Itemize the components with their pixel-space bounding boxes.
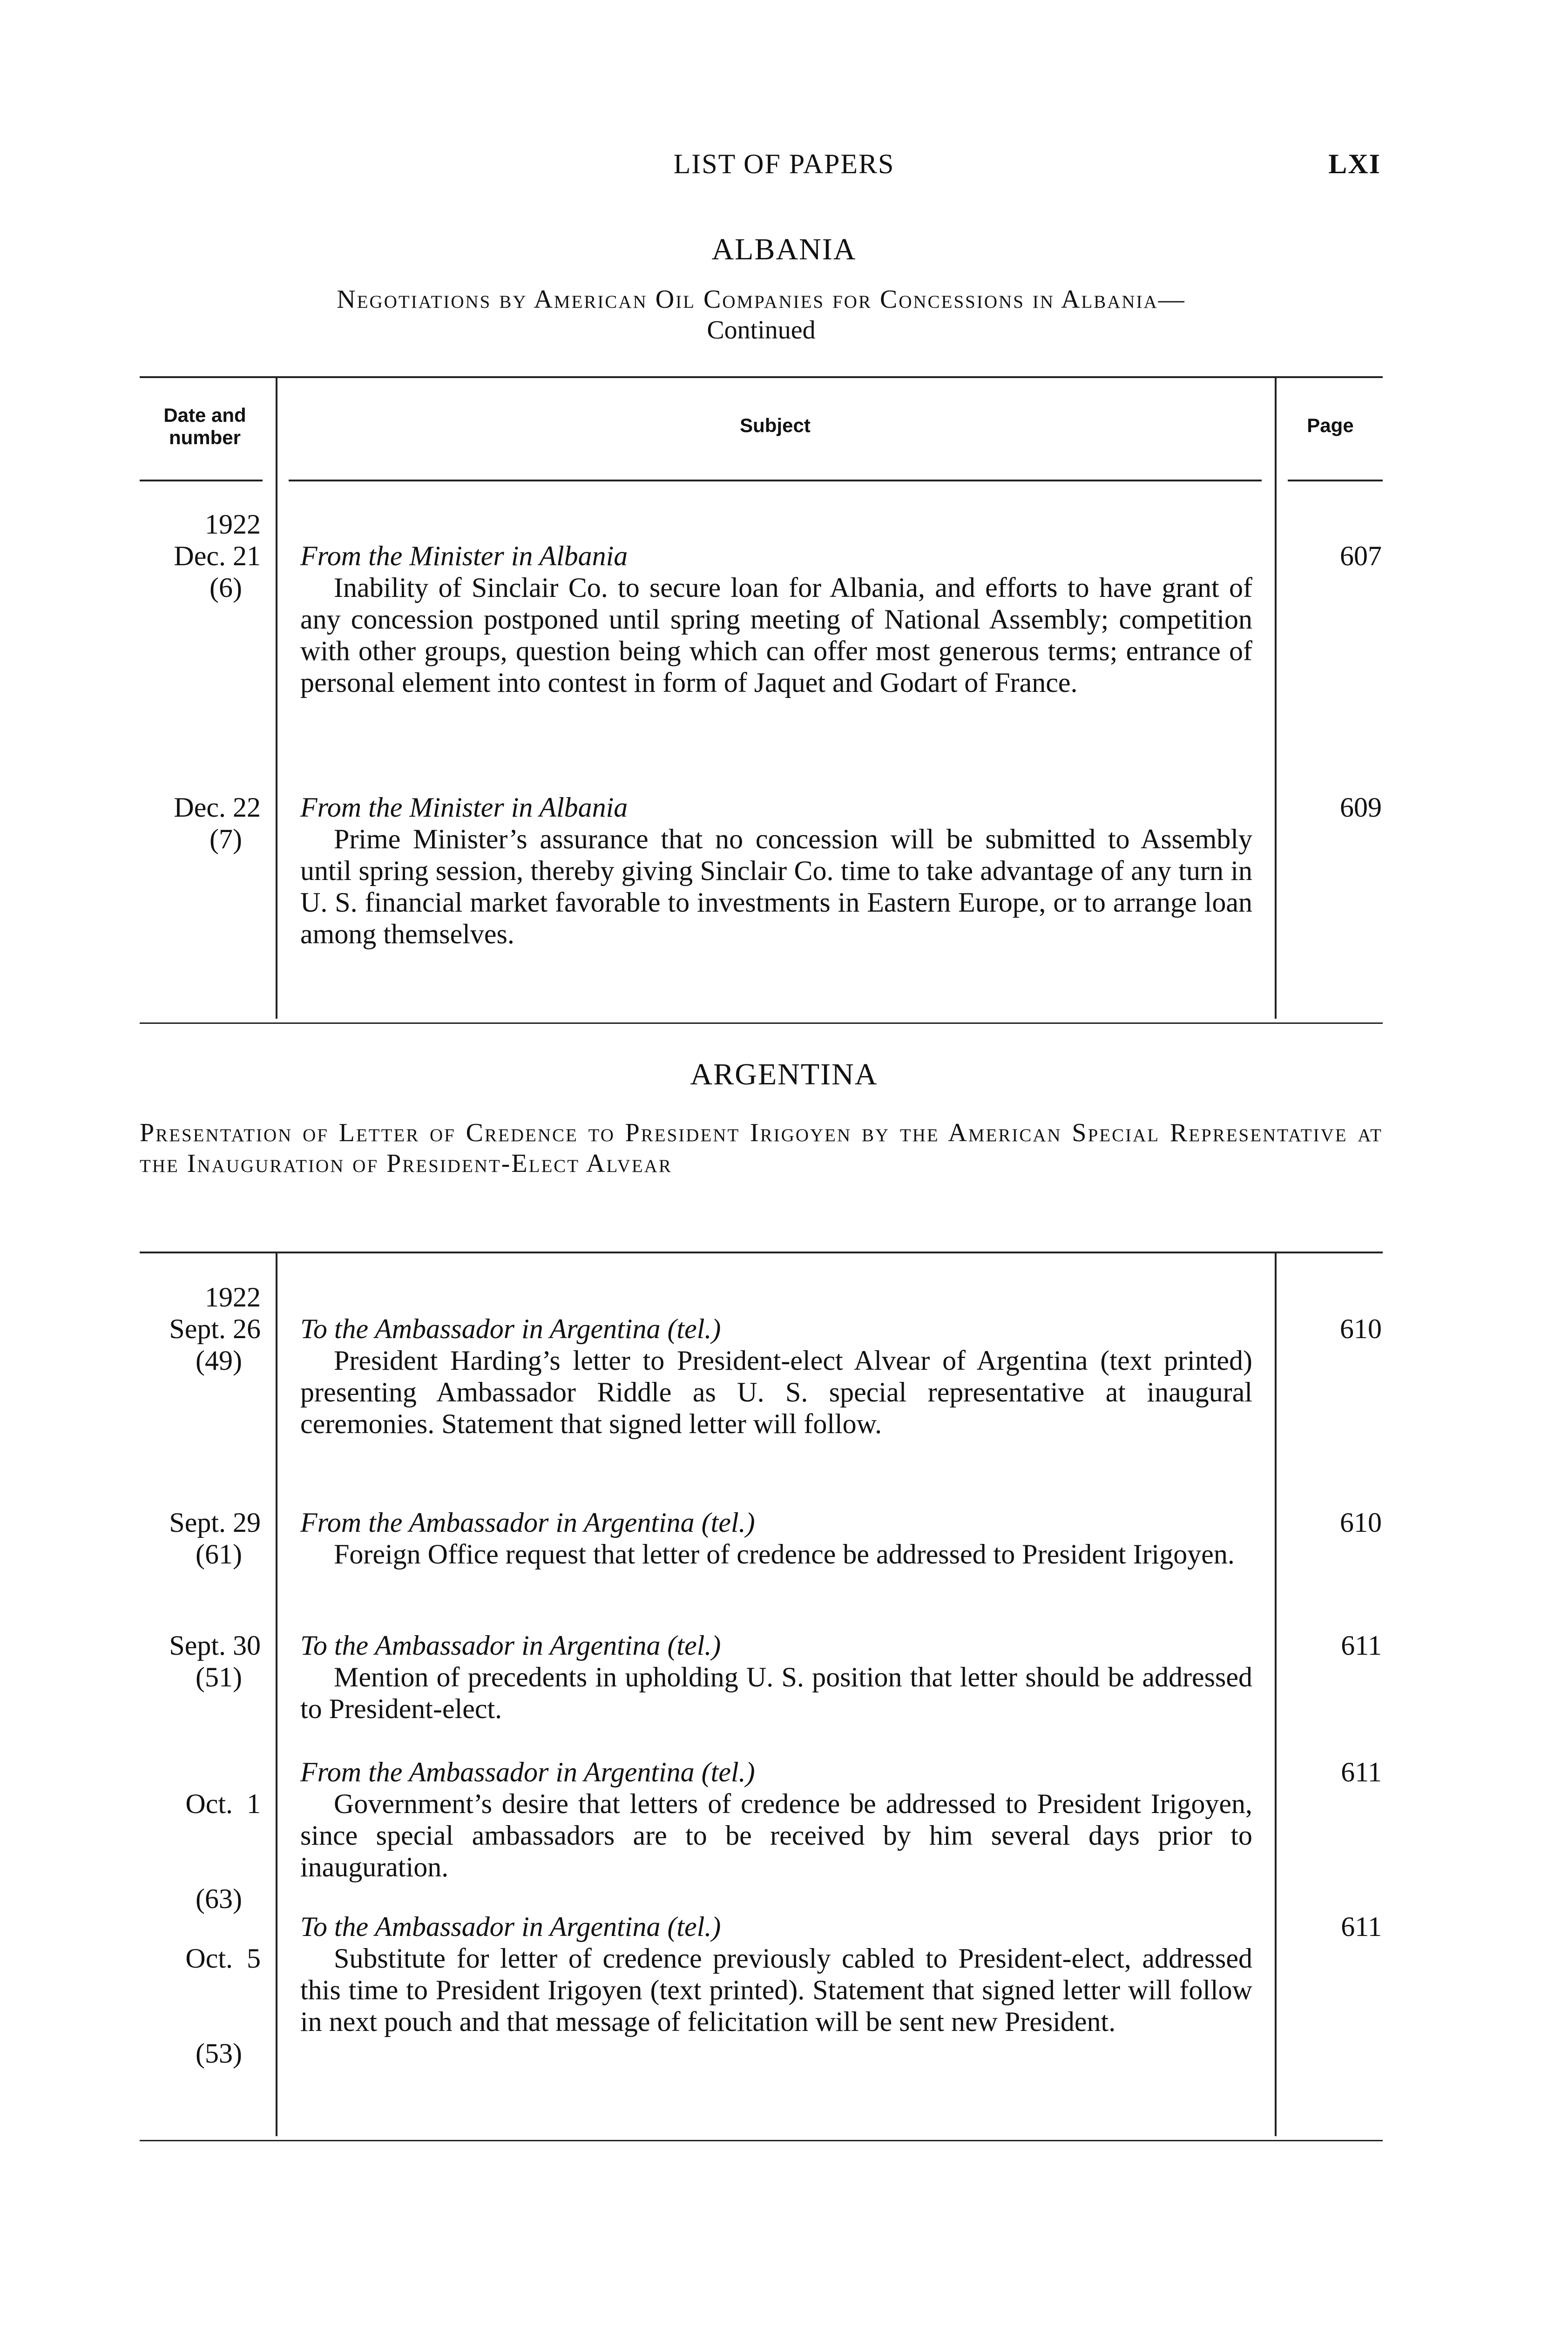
- entry-date: Dec. 21: [174, 541, 261, 571]
- table-row: [300, 1756, 1252, 1883]
- entry-page: 611: [1341, 1757, 1382, 1787]
- column-header-page: Page: [1307, 414, 1354, 436]
- entry-page: 611: [1341, 1630, 1382, 1661]
- table-row: [300, 1313, 1252, 1440]
- table-row: [300, 540, 1252, 698]
- entry-sender: To the Ambassador in Argentina (tel.): [300, 1911, 721, 1942]
- entry-date: Sept. 29: [169, 1507, 261, 1538]
- section-heading-line: Negotiations by American Oil Companies for Concessions in Albania—: [337, 285, 1186, 314]
- country-heading-albania: ALBANIA: [711, 232, 857, 266]
- entry-sender: From the Ambassador in Argentina (tel.): [300, 1757, 755, 1787]
- section-heading-continued: Continued: [707, 316, 816, 345]
- column-rule-right: [1275, 376, 1277, 1019]
- entry-date-cell: [140, 1281, 261, 1376]
- entry-subject: President Harding’s letter to President-elect Alvear of Argentina (text printed) presenting Ambassador Riddle as U. S. special representative at inaugural ceremonies. Statement that signed letter will follow.: [300, 1345, 1252, 1439]
- entry-date: Sept. 30: [169, 1630, 261, 1661]
- running-title: LIST OF PAPERS: [673, 149, 895, 179]
- column-header-date: Date and number: [163, 404, 246, 448]
- entry-number: (63): [196, 1883, 242, 1914]
- entry-date: Oct. 5: [185, 1943, 261, 1974]
- entry-subject: Foreign Office request that letter of credence be addressed to President Irigoyen.: [334, 1539, 1235, 1570]
- entry-number: (6): [210, 572, 242, 603]
- entry-sender: From the Minister in Albania: [300, 541, 628, 571]
- entry-sender: From the Ambassador in Argentina (tel.): [300, 1507, 755, 1538]
- entry-date-cell: [140, 1507, 261, 1570]
- column-rule-right: [1275, 1252, 1277, 2136]
- section-heading-argentina: Presentation of Letter of Credence to President Irigoyen by the American Special Representative at the Inauguration of President-Elect Alvear: [140, 1118, 1383, 1178]
- column-rule-left: [276, 376, 277, 1019]
- entry-number: (61): [196, 1539, 242, 1570]
- entry-sender: To the Ambassador in Argentina (tel.): [300, 1313, 721, 1344]
- table-top-rule: [140, 1252, 1383, 1253]
- entry-date: Sept. 26: [169, 1313, 261, 1344]
- entry-page: 610: [1340, 1507, 1382, 1538]
- entry-number: (51): [196, 1662, 242, 1692]
- table-bottom-rule: [140, 2140, 1383, 2141]
- entry-sender: From the Minister in Albania: [300, 792, 628, 823]
- entry-date-cell: [140, 508, 261, 603]
- entry-subject: Government’s desire that letters of credence be addressed to President Irigoyen, since special ambassadors are to be received by him several days prior to inauguration.: [300, 1788, 1252, 1882]
- entry-year: 1922: [205, 509, 261, 540]
- page-number: LXI: [1328, 149, 1381, 179]
- header-rule-date: [140, 480, 263, 481]
- column-rule-left: [276, 1252, 277, 2136]
- column-header-subject: Subject: [740, 414, 811, 436]
- entry-date-cell: [140, 1630, 261, 1693]
- entry-number: (49): [196, 1345, 242, 1376]
- entry-subject: Inability of Sinclair Co. to secure loan for Albania, and efforts to have grant of any concession postponed until spring meeting of National Assembly; competition with other groups, question being which can offer most generous terms; entrance of personal element into contest in form of Jaquet and Godart of France.: [300, 572, 1252, 698]
- entry-page: 607: [1340, 541, 1382, 571]
- entry-subject: Mention of precedents in upholding U. S. position that letter should be addressed to President-elect.: [300, 1662, 1252, 1724]
- header-rule-subject: [289, 480, 1262, 481]
- entry-sender: To the Ambassador in Argentina (tel.): [300, 1630, 721, 1661]
- table-row: [300, 1911, 1252, 2037]
- table-top-rule: [140, 376, 1383, 378]
- entry-subject: Substitute for letter of credence previously cabled to President-elect, addressed this time to President Irigoyen (text printed). Statement that signed letter will follow in next pouch and that message of felicitation will be sent new President.: [300, 1943, 1252, 2037]
- entry-date: Oct. 1: [185, 1788, 261, 1819]
- entry-page: 611: [1341, 1911, 1382, 1942]
- entry-date: Dec. 22: [174, 792, 261, 823]
- running-head: [0, 148, 1568, 185]
- country-heading-argentina: ARGENTINA: [690, 1057, 878, 1091]
- table-row: [300, 1630, 1252, 1725]
- entry-year: 1922: [205, 1282, 261, 1313]
- header-rule-page: [1288, 480, 1383, 481]
- entry-date-cell: [140, 792, 261, 855]
- entry-number: (53): [196, 2038, 242, 2069]
- entry-subject: Prime Minister’s assurance that no concession will be submitted to Assembly until spring session, thereby giving Sinclair Co. time to take advantage of any turn in U. S. financial market favorable to investments in Eastern Europe, or to arrange loan among themselves.: [300, 824, 1252, 949]
- table-row: [300, 792, 1252, 950]
- entry-page: 610: [1340, 1313, 1382, 1344]
- entry-number: (7): [210, 824, 242, 854]
- entry-date-cell: [140, 1911, 261, 2101]
- section-heading-albania: [140, 284, 1383, 345]
- table-row: [300, 1507, 1252, 1570]
- entry-page: 609: [1340, 792, 1382, 823]
- table-bottom-rule: [140, 1022, 1383, 1024]
